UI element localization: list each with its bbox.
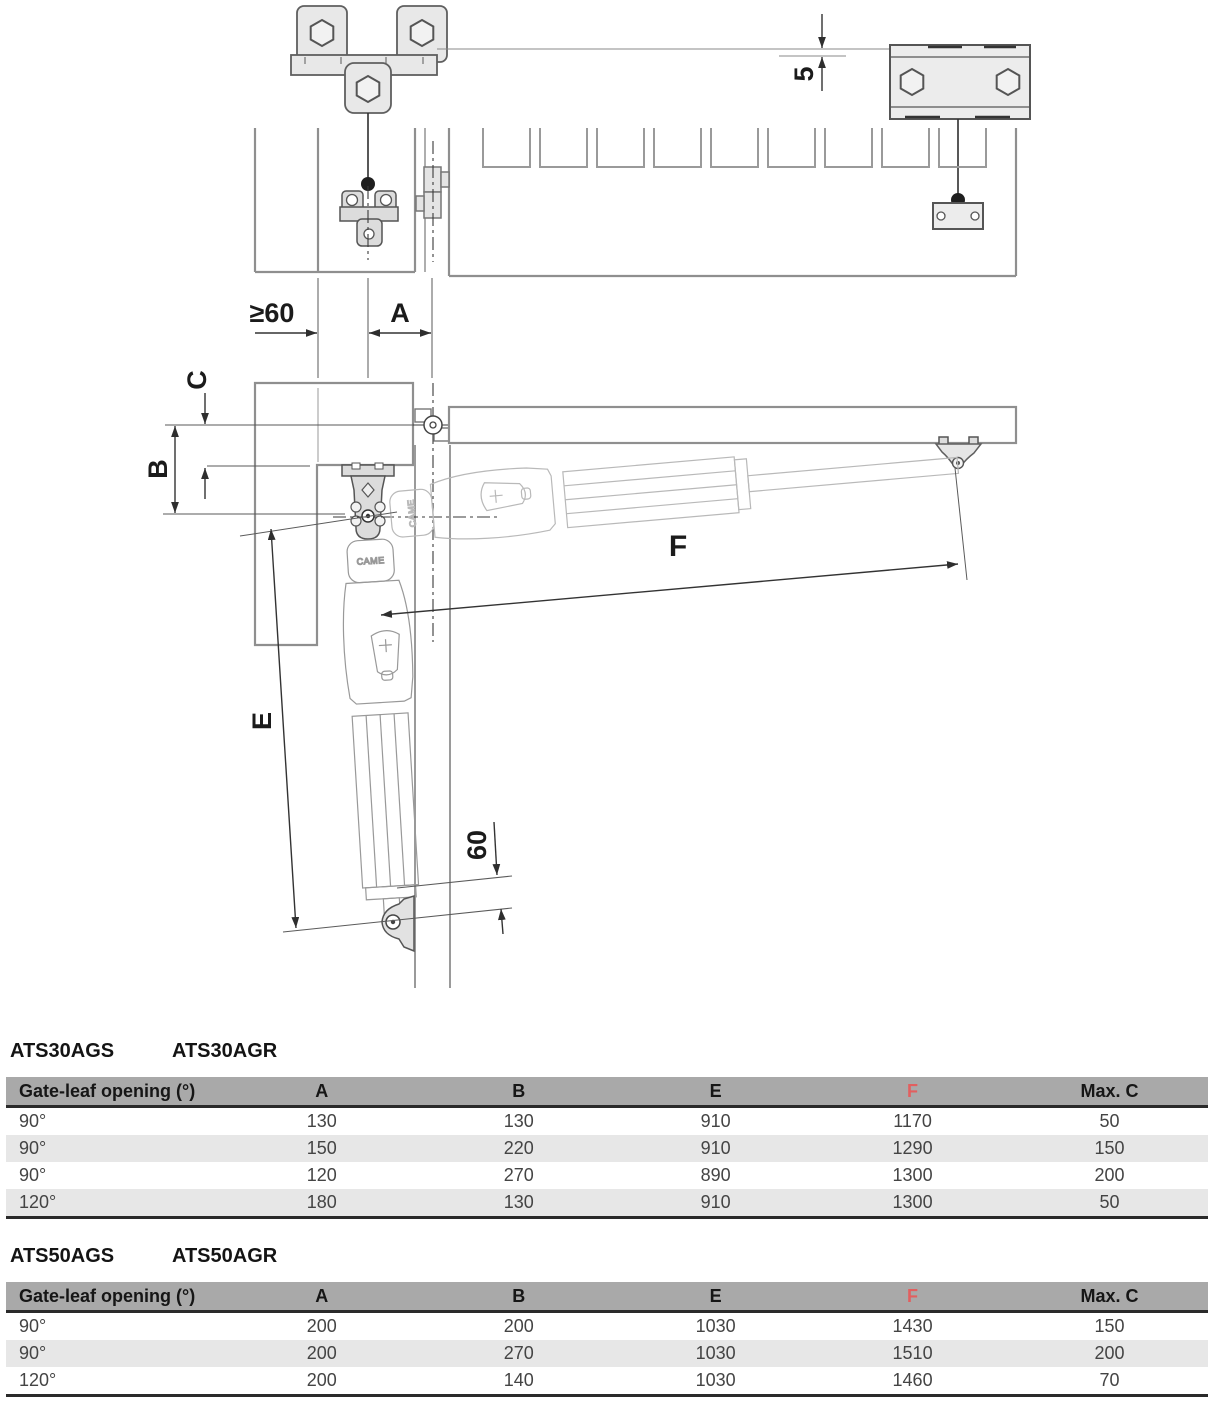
cell-opening: 90° bbox=[19, 1165, 47, 1185]
cell-f: 1430 bbox=[892, 1316, 933, 1336]
rear-bracket-plan bbox=[342, 463, 394, 539]
dim-label-60: 60 bbox=[462, 829, 492, 861]
cell-max-c: 50 bbox=[1099, 1192, 1120, 1212]
model-names-ats30 bbox=[10, 1039, 1208, 1063]
col-gate-leaf-opening: Gate-leaf opening (°) bbox=[6, 1282, 223, 1312]
cell-f: 1510 bbox=[892, 1343, 933, 1363]
cell-e: 1030 bbox=[695, 1343, 736, 1363]
col-e: E bbox=[617, 1282, 814, 1312]
col-gate-leaf-opening: Gate-leaf opening (°) bbox=[6, 1077, 223, 1107]
cell-opening: 90° bbox=[19, 1111, 47, 1131]
col-max-c: Max. C bbox=[1011, 1282, 1208, 1312]
hinge-axis bbox=[424, 416, 442, 434]
cell-max-c: 70 bbox=[1099, 1370, 1120, 1390]
front-bracket-detail bbox=[890, 45, 1030, 207]
cell-a: 200 bbox=[306, 1343, 337, 1363]
cell-b: 200 bbox=[503, 1316, 534, 1336]
col-b: B bbox=[420, 1077, 617, 1107]
table-row bbox=[6, 1367, 1208, 1396]
model-ats30ags: ATS30AGS bbox=[10, 1040, 115, 1062]
col-a: A bbox=[223, 1077, 420, 1107]
cell-a: 200 bbox=[306, 1316, 337, 1336]
dim-label-c: C bbox=[182, 370, 212, 390]
cell-max-c: 200 bbox=[1094, 1165, 1125, 1185]
cell-e: 910 bbox=[700, 1111, 731, 1131]
cell-e: 910 bbox=[700, 1192, 731, 1212]
dim-label-b: B bbox=[143, 459, 173, 479]
dimension-min60-A bbox=[250, 278, 432, 378]
cell-b: 130 bbox=[503, 1192, 534, 1212]
cell-e: 890 bbox=[700, 1165, 731, 1185]
table-header-row bbox=[6, 1282, 1208, 1312]
cell-opening: 90° bbox=[19, 1316, 47, 1336]
bolt-icon bbox=[901, 69, 924, 95]
cell-f: 1460 bbox=[892, 1370, 933, 1390]
dim-label-min60: ≥60 bbox=[249, 298, 295, 328]
front-bracket-open bbox=[382, 896, 414, 951]
model-ats30agr: ATS30AGR bbox=[172, 1040, 278, 1062]
cell-e: 910 bbox=[700, 1138, 731, 1158]
cell-f: 1170 bbox=[893, 1111, 932, 1131]
cell-f: 1290 bbox=[892, 1138, 933, 1158]
model-ats50ags: ATS50AGS bbox=[10, 1245, 115, 1267]
gap-5-dimension bbox=[437, 14, 889, 91]
cell-a: 130 bbox=[306, 1111, 337, 1131]
model-ats50agr: ATS50AGR bbox=[172, 1245, 278, 1267]
table-row bbox=[6, 1189, 1208, 1218]
gate-elevation bbox=[255, 128, 1016, 276]
bolt-icon bbox=[357, 76, 380, 102]
cell-a: 120 bbox=[306, 1165, 337, 1185]
table-row bbox=[6, 1135, 1208, 1162]
cell-b: 130 bbox=[503, 1111, 534, 1131]
col-f: F bbox=[814, 1282, 1011, 1312]
table-header-row bbox=[6, 1077, 1208, 1107]
cell-a: 150 bbox=[306, 1138, 337, 1158]
bolt-icon bbox=[997, 69, 1020, 95]
brand-mark: CAME bbox=[405, 498, 419, 528]
cell-e: 1030 bbox=[695, 1370, 736, 1390]
cell-max-c: 200 bbox=[1094, 1343, 1125, 1363]
cell-b: 270 bbox=[503, 1165, 534, 1185]
bolt-icon bbox=[311, 20, 334, 46]
cell-e: 1030 bbox=[695, 1316, 736, 1336]
col-f: F bbox=[814, 1077, 1011, 1107]
col-a: A bbox=[223, 1282, 420, 1312]
cell-b: 270 bbox=[503, 1343, 534, 1363]
cell-opening: 120° bbox=[19, 1370, 57, 1390]
cell-f: 1300 bbox=[892, 1165, 933, 1185]
cell-max-c: 150 bbox=[1094, 1138, 1125, 1158]
brand-mark: CAME bbox=[356, 555, 385, 567]
dimension-table-ats50 bbox=[6, 1282, 1208, 1397]
dim-label-f: F bbox=[668, 530, 688, 563]
col-max-c: Max. C bbox=[1011, 1077, 1208, 1107]
cell-b: 140 bbox=[503, 1370, 534, 1390]
cell-max-c: 150 bbox=[1094, 1316, 1125, 1336]
cell-opening: 90° bbox=[19, 1343, 47, 1363]
dim-label-a: A bbox=[390, 298, 410, 328]
dim-label-e: E bbox=[247, 711, 277, 731]
rear-bracket-on-pillar bbox=[340, 191, 398, 246]
gate-leaf-plan bbox=[449, 407, 1016, 443]
dimension-table-ats30 bbox=[6, 1077, 1208, 1219]
rear-bracket-detail bbox=[291, 6, 447, 191]
cell-a: 180 bbox=[306, 1192, 337, 1212]
dim-label-5: 5 bbox=[789, 66, 819, 82]
cell-max-c: 50 bbox=[1099, 1111, 1120, 1131]
model-names-ats50 bbox=[10, 1244, 1208, 1268]
cell-a: 200 bbox=[306, 1370, 337, 1390]
table-row bbox=[6, 1162, 1208, 1189]
col-b: B bbox=[420, 1282, 617, 1312]
cell-opening: 120° bbox=[19, 1192, 57, 1212]
col-e: E bbox=[617, 1077, 814, 1107]
cell-opening: 90° bbox=[19, 1138, 47, 1158]
bolt-icon bbox=[411, 20, 434, 46]
plan-view bbox=[165, 383, 1016, 988]
table-row bbox=[6, 1312, 1208, 1341]
table-row bbox=[6, 1107, 1208, 1136]
dimension-tables bbox=[0, 1039, 1214, 1397]
cell-b: 220 bbox=[503, 1138, 534, 1158]
cell-f: 1300 bbox=[892, 1192, 933, 1212]
table-row bbox=[6, 1340, 1208, 1367]
